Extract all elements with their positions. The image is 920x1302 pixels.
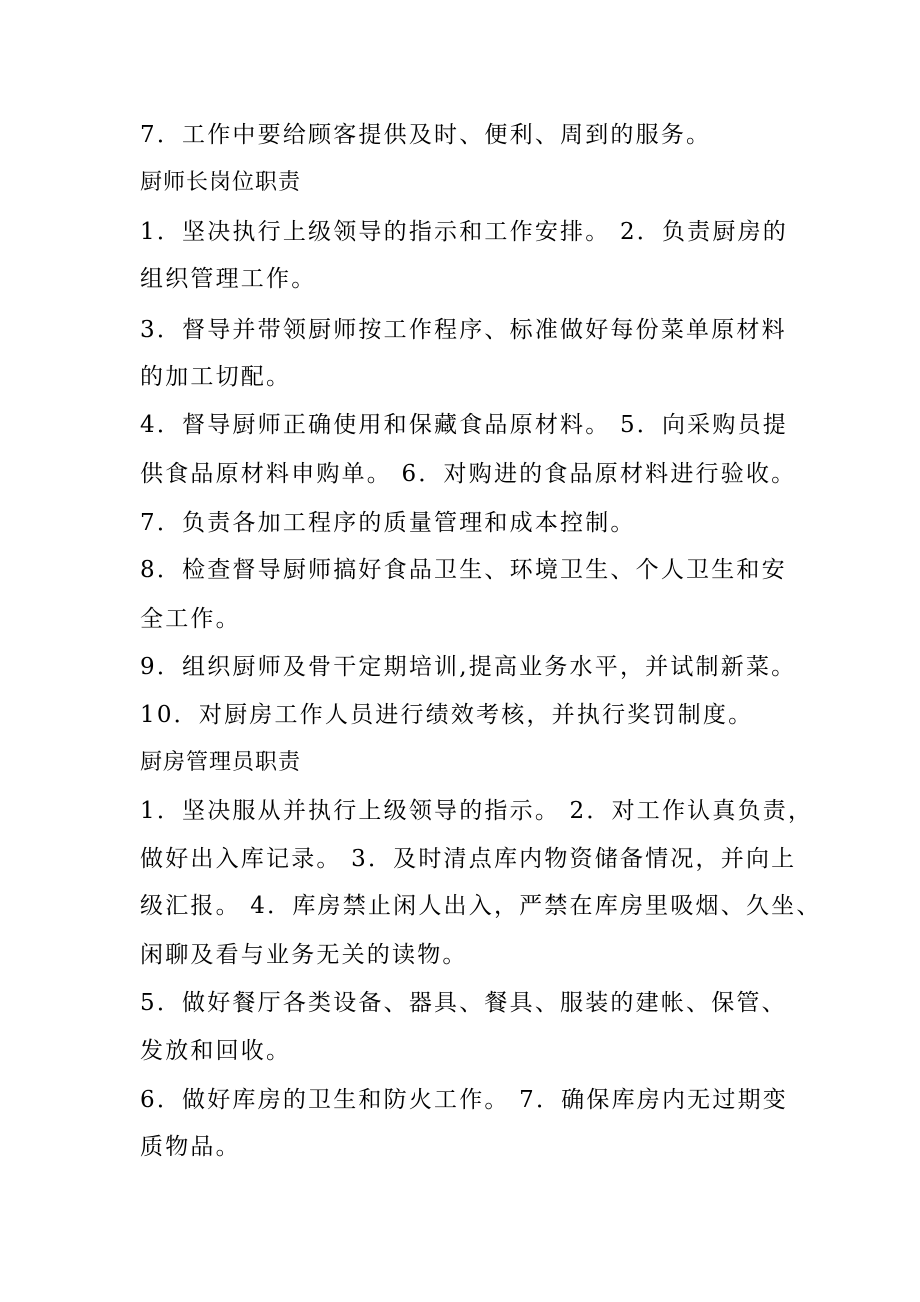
text-line: 发放和回收。 xyxy=(140,1038,292,1064)
text-line: 9．组织厨师及骨干定期培训,提高业务水平，并试制新菜。 xyxy=(140,654,797,680)
text-line: 级汇报。 4．库房禁止闲人出入，严禁在库房里吸烟、久坐、 xyxy=(140,893,822,919)
text-line: 1．坚决服从并执行上级领导的指示。 2．对工作认真负责， xyxy=(140,798,814,824)
text-line: 闲聊及看与业务无关的读物。 xyxy=(140,942,468,968)
text-line: 5．做好餐厅各类设备、器具、餐具、服装的建帐、保管、 xyxy=(140,990,787,1016)
section-heading-chef: 厨师长岗位职责 xyxy=(140,170,302,195)
text-line: 做好出入库记录。 3．及时清点库内物资储备情况，并向上 xyxy=(140,846,797,872)
text-line: 质物品。 xyxy=(140,1134,241,1160)
text-line: 组织管理工作。 xyxy=(140,266,317,292)
text-line: 8．检查督导厨师搞好食品卫生、环境卫生、个人卫生和安 xyxy=(140,557,787,583)
text-line: 全工作。 xyxy=(140,606,241,632)
text-line: 7．工作中要给顾客提供及时、便利、周到的服务。 xyxy=(140,122,712,148)
text-line: 6．做好库房的卫生和防火工作。 7．确保库房内无过期变 xyxy=(140,1087,788,1113)
text-line: 4．督导厨师正确使用和保藏食品原材料。 5．向采购员提 xyxy=(140,412,788,438)
section-heading-storekeeper: 厨房管理员职责 xyxy=(140,750,302,775)
text-line: 供食品原材料申购单。 6．对购进的食品原材料进行验收。 xyxy=(140,461,797,487)
text-line: 10．对厨房工作人员进行绩效考核，并执行奖罚制度。 xyxy=(140,702,754,728)
text-line: 3．督导并带领厨师按工作程序、标准做好每份菜单原材料 xyxy=(140,317,787,343)
text-line: 1．坚决执行上级领导的指示和工作安排。 2．负责厨房的 xyxy=(140,219,788,245)
text-line: 的加工切配。 xyxy=(140,364,292,390)
text-line: 7．负责各加工程序的质量管理和成本控制。 xyxy=(140,510,636,536)
